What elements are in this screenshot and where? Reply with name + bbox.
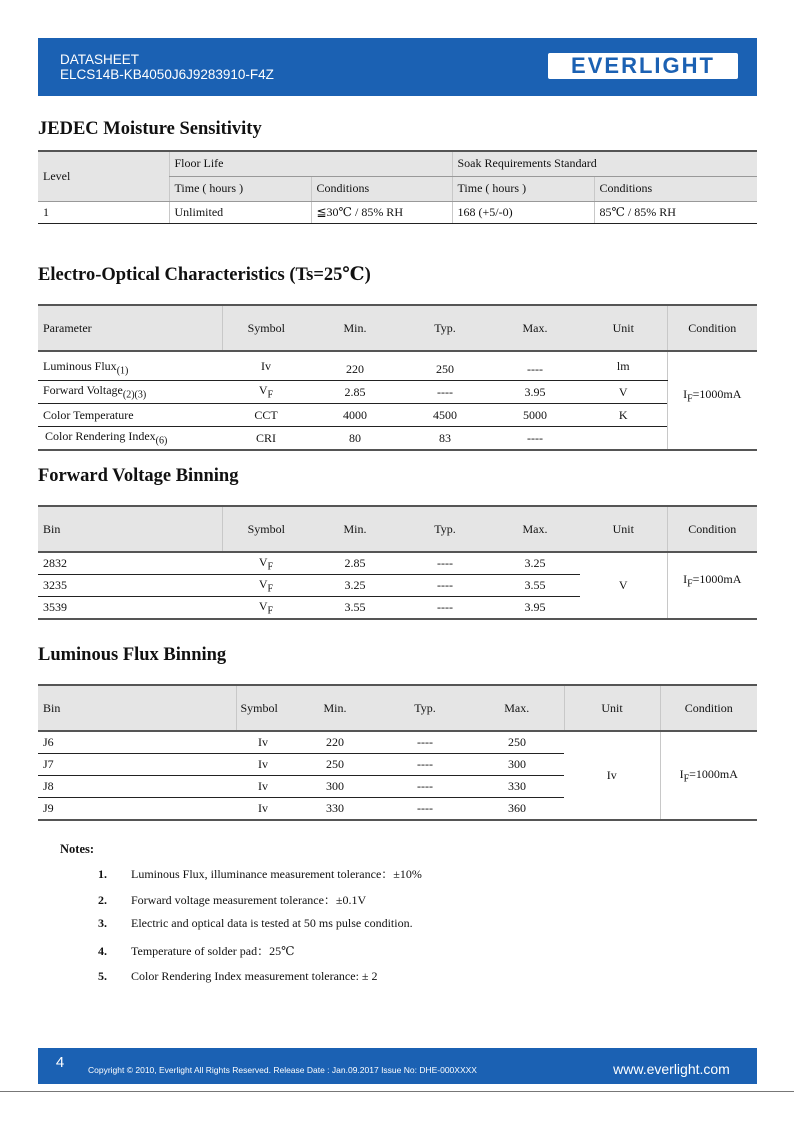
- everlight-logo: EVERLIGHT: [548, 53, 738, 79]
- fbin-typ: ----: [380, 798, 470, 821]
- eo-unit: K: [580, 404, 667, 427]
- eo-min: 80: [310, 427, 400, 451]
- fbin-header-symbol: Symbol: [236, 685, 290, 731]
- floor-time-header: Time ( hours ): [169, 176, 311, 201]
- vbin-bin: 3539: [38, 597, 222, 620]
- eo-min: 2.85: [310, 381, 400, 404]
- eo-max: 3.95: [490, 381, 580, 404]
- vbin-symbol: $V_F$: [222, 575, 310, 597]
- fbin-header-min: Min.: [290, 685, 380, 731]
- footer-copyright-bar: [82, 1048, 586, 1084]
- fbin-typ: ----: [380, 776, 470, 798]
- floor-life-header: Floor Life: [169, 151, 452, 176]
- fbin-max: 300: [470, 754, 564, 776]
- fbin-bin: J7: [38, 754, 236, 776]
- eo-header-symbol: Symbol: [222, 305, 310, 351]
- doc-type: DATASHEET: [60, 52, 140, 67]
- vbin-table: [38, 505, 757, 620]
- fbin-header-max: Max.: [470, 685, 564, 731]
- vbin-bin: 3235: [38, 575, 222, 597]
- eo-header-typ: Typ.: [400, 305, 490, 351]
- vbin-condition: $I_F=1000mA$: [667, 552, 757, 619]
- fbin-typ: ----: [380, 754, 470, 776]
- vbin-unit: V: [580, 552, 667, 619]
- level-header: Level: [38, 151, 169, 201]
- fbin-title: Luminous Flux Binning: [38, 645, 227, 665]
- vbin-header-bin: Bin: [38, 506, 222, 552]
- eo-header-unit: Unit: [580, 305, 667, 351]
- eo-row: Forward Voltage$_{(2)(3)}$ $V_F$ 2.85 ---- 3.95 V: [38, 381, 757, 404]
- param-forward-voltage: Forward Voltage: [43, 383, 123, 398]
- vbin-header-min: Min.: [310, 506, 400, 552]
- fbin-typ: ----: [380, 731, 470, 754]
- fbin-header-typ: Typ.: [380, 685, 470, 731]
- vbin-max: 3.25: [490, 552, 580, 575]
- eo-condition: $I_F=1000mA$: [667, 351, 757, 450]
- note-item: 2. Forward voltage measurement tolerance：±0.1V: [98, 893, 367, 907]
- fbin-unit: Iv: [564, 731, 660, 820]
- fbin-condition: $I_F=1000mA$: [660, 731, 757, 820]
- param-color-rendering-index: Color Rendering Index: [45, 429, 156, 444]
- vbin-header-typ: Typ.: [400, 506, 490, 552]
- eo-row: Color Rendering Index$_{(6)}$ CRI 80 83 ----: [38, 427, 757, 451]
- param-luminous-flux: Luminous Flux: [43, 359, 117, 374]
- eo-symbol: CCT: [222, 404, 310, 427]
- vbin-header-condition: Condition: [667, 506, 757, 552]
- eo-header-parameter: Parameter: [38, 305, 222, 351]
- vbin-min: 3.25: [310, 575, 400, 597]
- fbin-max: 360: [470, 798, 564, 821]
- soak-header: Soak Requirements Standard: [452, 151, 757, 176]
- page-header: [38, 38, 757, 96]
- fbin-symbol: Iv: [236, 731, 290, 754]
- vbin-max: 3.55: [490, 575, 580, 597]
- eo-unit: lm: [580, 351, 667, 381]
- vbin-header-symbol: Symbol: [222, 506, 310, 552]
- moisture-table: [38, 150, 757, 224]
- vbin-header-max: Max.: [490, 506, 580, 552]
- soak-time-value: 168 (+5/-0): [452, 201, 594, 223]
- soak-conditions-value: 85℃ / 85% RH: [594, 201, 757, 223]
- note-item: 3. Electric and optical data is tested at 50 ms pulse condition.: [98, 916, 413, 930]
- eo-min: 220: [310, 351, 400, 381]
- eo-unit: V: [580, 381, 667, 404]
- eo-row: Luminous Flux$_{(1)}$ Iv 220 250 ---- lm $I_F=1000mA$: [38, 351, 757, 381]
- vbin-row: [38, 552, 757, 575]
- eo-table: [38, 304, 757, 451]
- part-number: ELCS14B-KB4050J6J9283910-F4Z: [60, 67, 274, 82]
- level-value: 1: [38, 201, 169, 223]
- fbin-bin: J6: [38, 731, 236, 754]
- fbin-min: 330: [290, 798, 380, 821]
- note-item: 4. Temperature of solder pad：25℃: [98, 944, 295, 958]
- fbin-bin: J8: [38, 776, 236, 798]
- eo-row: [38, 404, 757, 427]
- eo-symbol: $V_F$: [222, 381, 310, 404]
- fbin-max: 330: [470, 776, 564, 798]
- vbin-min: 3.55: [310, 597, 400, 620]
- vbin-symbol: $V_F$: [222, 552, 310, 575]
- vbin-typ: ----: [400, 552, 490, 575]
- eo-max: 5000: [490, 404, 580, 427]
- floor-conditions-header: Conditions: [311, 176, 452, 201]
- fbin-table: [38, 684, 757, 821]
- fbin-min: 300: [290, 776, 380, 798]
- note-item: 5. Color Rendering Index measurement tolerance: ± 2: [98, 969, 378, 983]
- eo-header-max: Max.: [490, 305, 580, 351]
- fbin-min: 250: [290, 754, 380, 776]
- vbin-title: Forward Voltage Binning: [38, 466, 239, 486]
- fbin-symbol: Iv: [236, 754, 290, 776]
- vbin-symbol: $V_F$: [222, 597, 310, 620]
- vbin-header-unit: Unit: [580, 506, 667, 552]
- eo-typ: 250: [400, 351, 490, 381]
- param-color-temperature: Color Temperature: [38, 404, 222, 427]
- eo-typ: 83: [400, 427, 490, 451]
- fbin-max: 250: [470, 731, 564, 754]
- notes-title: Notes:: [60, 842, 95, 856]
- fbin-row: [38, 731, 757, 754]
- eo-max: ----: [490, 351, 580, 381]
- vbin-max: 3.95: [490, 597, 580, 620]
- soak-time-header: Time ( hours ): [452, 176, 594, 201]
- eo-typ: ----: [400, 381, 490, 404]
- website-link[interactable]: www.everlight.com: [586, 1048, 757, 1084]
- page-footer: [38, 1046, 757, 1086]
- vbin-bin: 2832: [38, 552, 222, 575]
- floor-conditions-value: ≦30℃ / 85% RH: [311, 201, 452, 223]
- floor-time-value: Unlimited: [169, 201, 311, 223]
- eo-header-min: Min.: [310, 305, 400, 351]
- soak-conditions-header: Conditions: [594, 176, 757, 201]
- eo-typ: 4500: [400, 404, 490, 427]
- note-item: 1. Luminous Flux, illuminance measurement tolerance：±10%: [98, 867, 422, 881]
- page-number: 4: [38, 1048, 82, 1084]
- eo-symbol: CRI: [222, 427, 310, 451]
- fbin-symbol: Iv: [236, 776, 290, 798]
- fbin-header-bin: Bin: [38, 685, 236, 731]
- moisture-title: JEDEC Moisture Sensitivity: [38, 119, 262, 139]
- copyright-text: Copyright © 2010, Everlight All Rights Reserved. Release Date : Jan.09.2017 Issue No: DHE-000XXXX: [88, 1065, 477, 1075]
- eo-min: 4000: [310, 404, 400, 427]
- fbin-symbol: Iv: [236, 798, 290, 821]
- eo-max: ----: [490, 427, 580, 451]
- fbin-header-unit: Unit: [564, 685, 660, 731]
- vbin-typ: ----: [400, 597, 490, 620]
- eo-unit: [580, 427, 667, 451]
- eo-header-condition: Condition: [667, 305, 757, 351]
- bottom-divider: [0, 1091, 794, 1092]
- fbin-header-condition: Condition: [660, 685, 757, 731]
- eo-title: Electro-Optical Characteristics (Ts=25℃): [38, 265, 371, 285]
- vbin-min: 2.85: [310, 552, 400, 575]
- vbin-typ: ----: [400, 575, 490, 597]
- fbin-min: 220: [290, 731, 380, 754]
- eo-symbol: Iv: [222, 351, 310, 381]
- fbin-bin: J9: [38, 798, 236, 821]
